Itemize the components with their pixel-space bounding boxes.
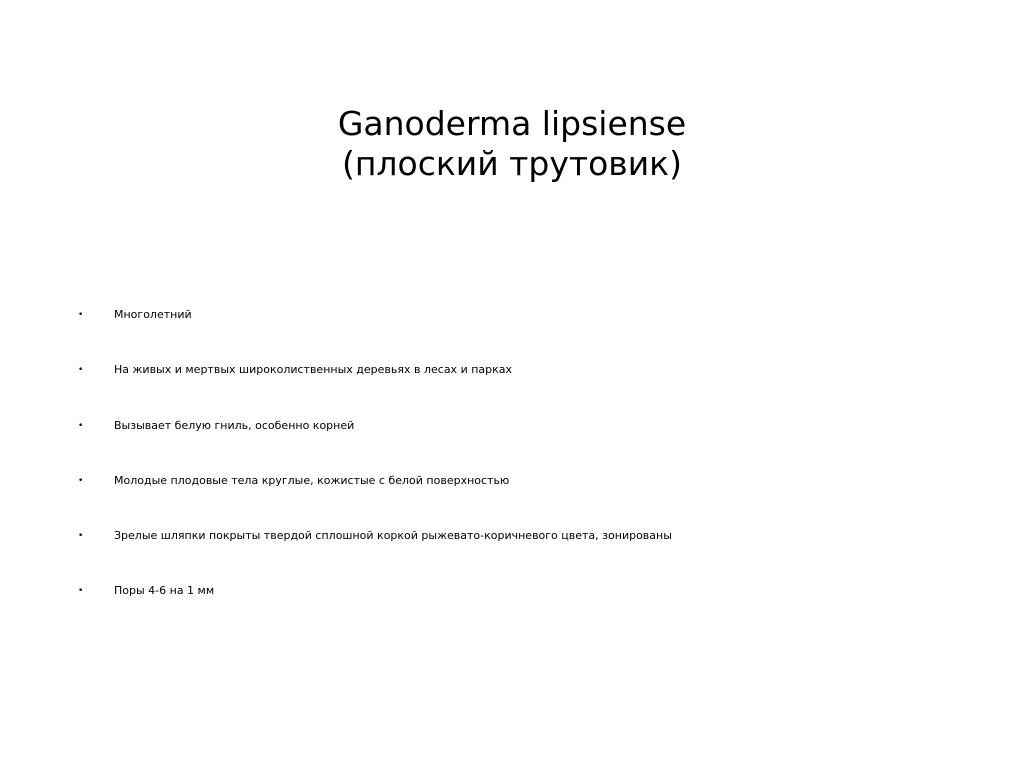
slide-title-line-1: Ganoderma lipsiense	[337, 104, 687, 144]
bullet-dot-icon: •	[78, 310, 84, 320]
bullet-item	[0, 529, 1000, 549]
bullet-text: Вызывает белую гниль, особенно корней	[114, 419, 355, 432]
bullet-dot-icon: •	[78, 531, 84, 541]
bullet-item	[0, 419, 1000, 439]
bullet-item	[0, 584, 1000, 604]
slide-title-line-2: (плоский трутовик)	[341, 144, 682, 184]
bullet-text: Многолетний	[114, 308, 192, 321]
bullet-dot-icon: •	[78, 586, 84, 596]
bullet-dot-icon: •	[78, 476, 84, 486]
bullet-text: Молодые плодовые тела круглые, кожистые с белой поверхностью	[114, 474, 510, 487]
bullet-dot-icon: •	[78, 421, 84, 431]
bullet-text: Зрелые шляпки покрыты твердой сплошной коркой рыжевато-коричневого цвета, зонированы	[114, 529, 672, 542]
bullet-text: На живых и мертвых широколиственных деревьях в лесах и парках	[114, 363, 513, 376]
bullet-item	[0, 363, 1000, 383]
bullet-dot-icon: •	[78, 365, 84, 375]
bullet-item	[0, 474, 1000, 494]
bullet-item	[0, 308, 1000, 328]
bullet-text: Поры 4-6 на 1 мм	[114, 584, 215, 597]
